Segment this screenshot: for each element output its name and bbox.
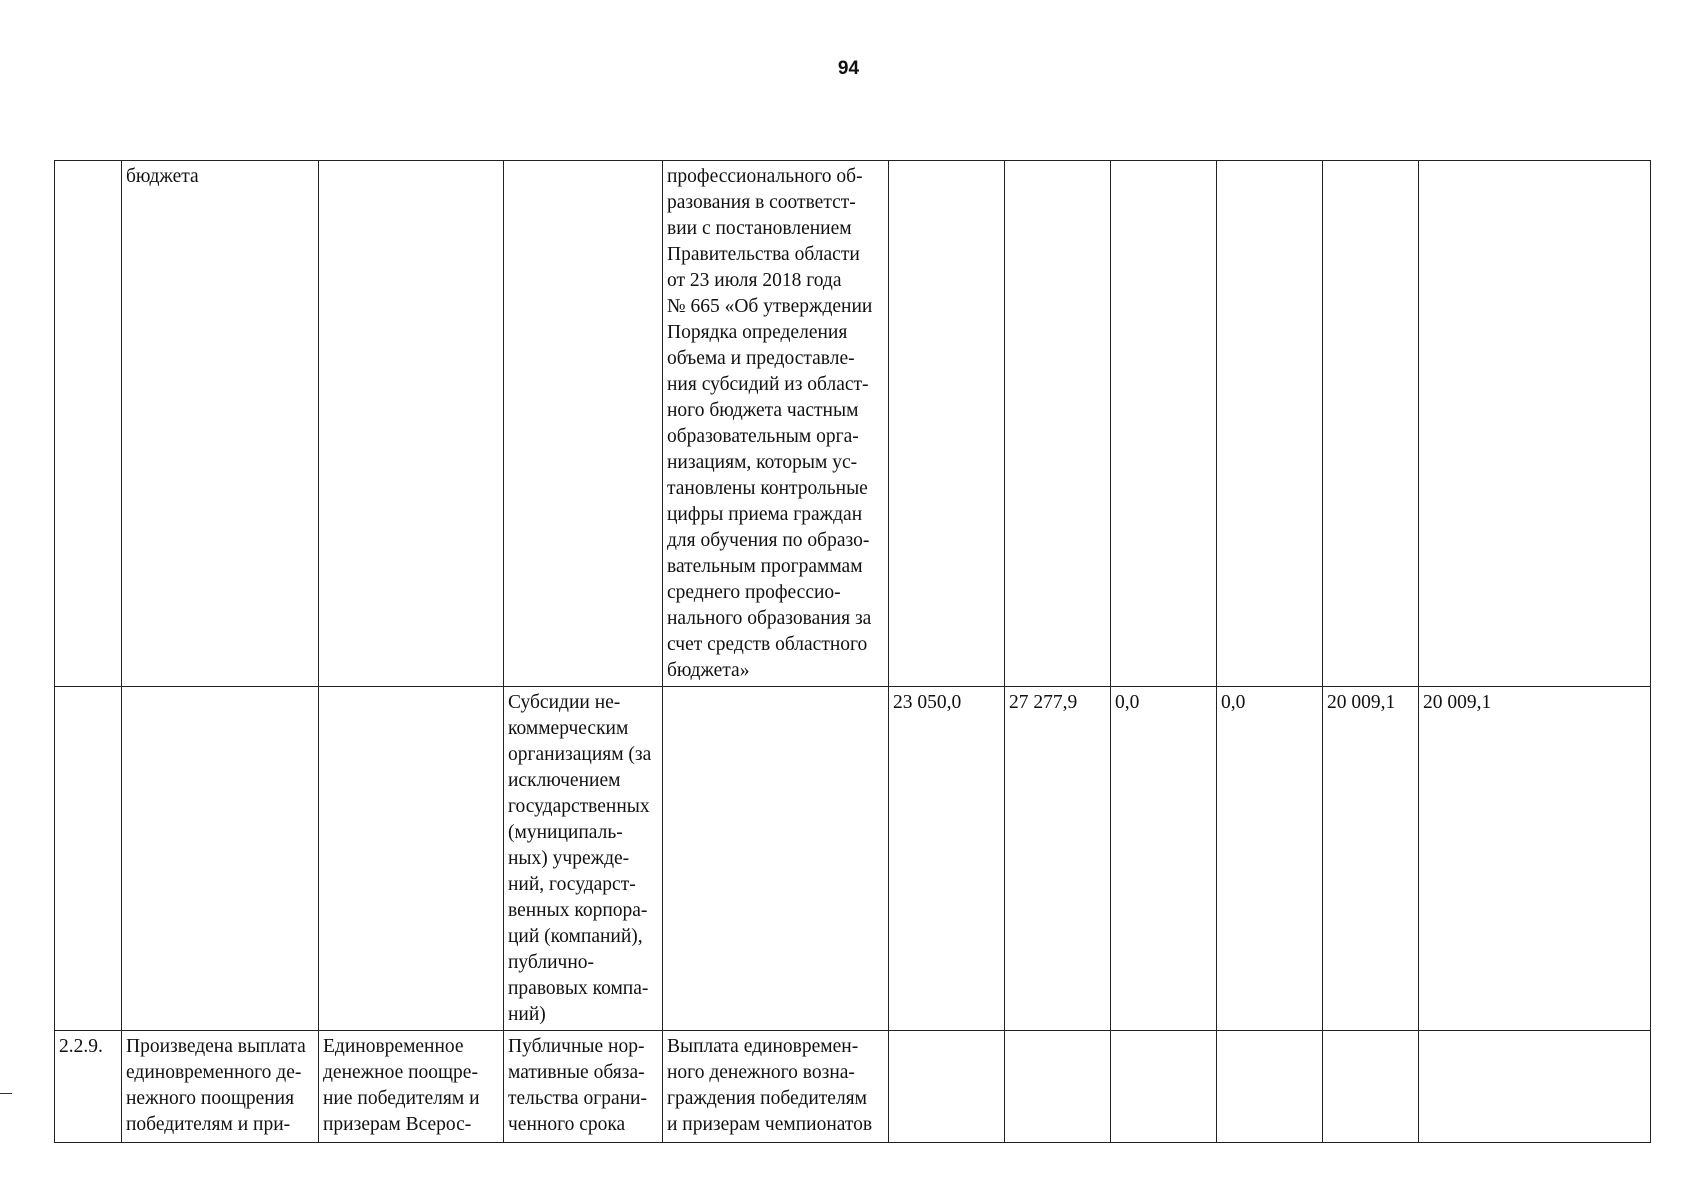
cell-basis: Выплата единовремен- ного денежного возна- граждения победителям и призерам чемпионатов xyxy=(663,1031,889,1143)
cell-value xyxy=(889,1031,1005,1143)
cell-result: Единовременное денежное поощре- ние победителям и призерам Всерос- xyxy=(319,1031,504,1143)
cell-value xyxy=(1419,1031,1651,1143)
table-row xyxy=(55,1031,1651,1143)
page-number: 94 xyxy=(837,58,860,79)
cell-value xyxy=(1111,161,1217,687)
cell-value: 23 050,0 xyxy=(889,687,1005,1031)
cell-value: 27 277,9 xyxy=(1005,687,1111,1031)
cell-value xyxy=(1323,161,1419,687)
cell-expense-type: Публичные нор- мативные обяза- тельства ограни- ченного срока xyxy=(504,1031,663,1143)
cell-value xyxy=(1419,161,1651,687)
cell-event xyxy=(122,687,319,1031)
cell-value xyxy=(1217,161,1323,687)
cell-value xyxy=(1323,1031,1419,1143)
cell-value xyxy=(1217,1031,1323,1143)
cell-number xyxy=(55,687,122,1031)
cell-event: бюджета xyxy=(122,161,319,687)
budget-table xyxy=(54,160,1651,1143)
table-row xyxy=(55,161,1651,687)
cell-value: 0,0 xyxy=(1111,687,1217,1031)
cell-value: 20 009,1 xyxy=(1323,687,1419,1031)
cell-value xyxy=(1111,1031,1217,1143)
cell-number xyxy=(55,161,122,687)
cell-event: Произведена выплата единовременного де- нежного поощрения победителям и при- xyxy=(122,1031,319,1143)
cell-result xyxy=(319,687,504,1031)
cell-expense-type xyxy=(504,161,663,687)
cell-value: 0,0 xyxy=(1217,687,1323,1031)
margin-dash xyxy=(0,1093,12,1094)
cell-basis: профессионального об- разования в соответст- вии с постановлением Правительства области от 23 июля 2018 года № 665 «Об утверждении Порядка определения объема и предоставле- ния субсидий из област- ного бюджета частным образовательным орга- низациям, которым ус- тановлены контрольные цифры приема граждан для обучения по образо- вательным программам среднего профессио- нального образования за счет средств областного бюджета» xyxy=(663,161,889,687)
cell-basis xyxy=(663,687,889,1031)
cell-value xyxy=(1005,1031,1111,1143)
table-row xyxy=(55,687,1651,1031)
cell-number: 2.2.9. xyxy=(55,1031,122,1143)
cell-value: 20 009,1 xyxy=(1419,687,1651,1031)
cell-value xyxy=(1005,161,1111,687)
cell-result xyxy=(319,161,504,687)
cell-value xyxy=(889,161,1005,687)
cell-expense-type: Субсидии не- коммерческим организациям (за исключением государственных (муниципаль- ных) учрежде- ний, государст- венных корпора- ций (компаний), публично- правовых компа- ний) xyxy=(504,687,663,1031)
